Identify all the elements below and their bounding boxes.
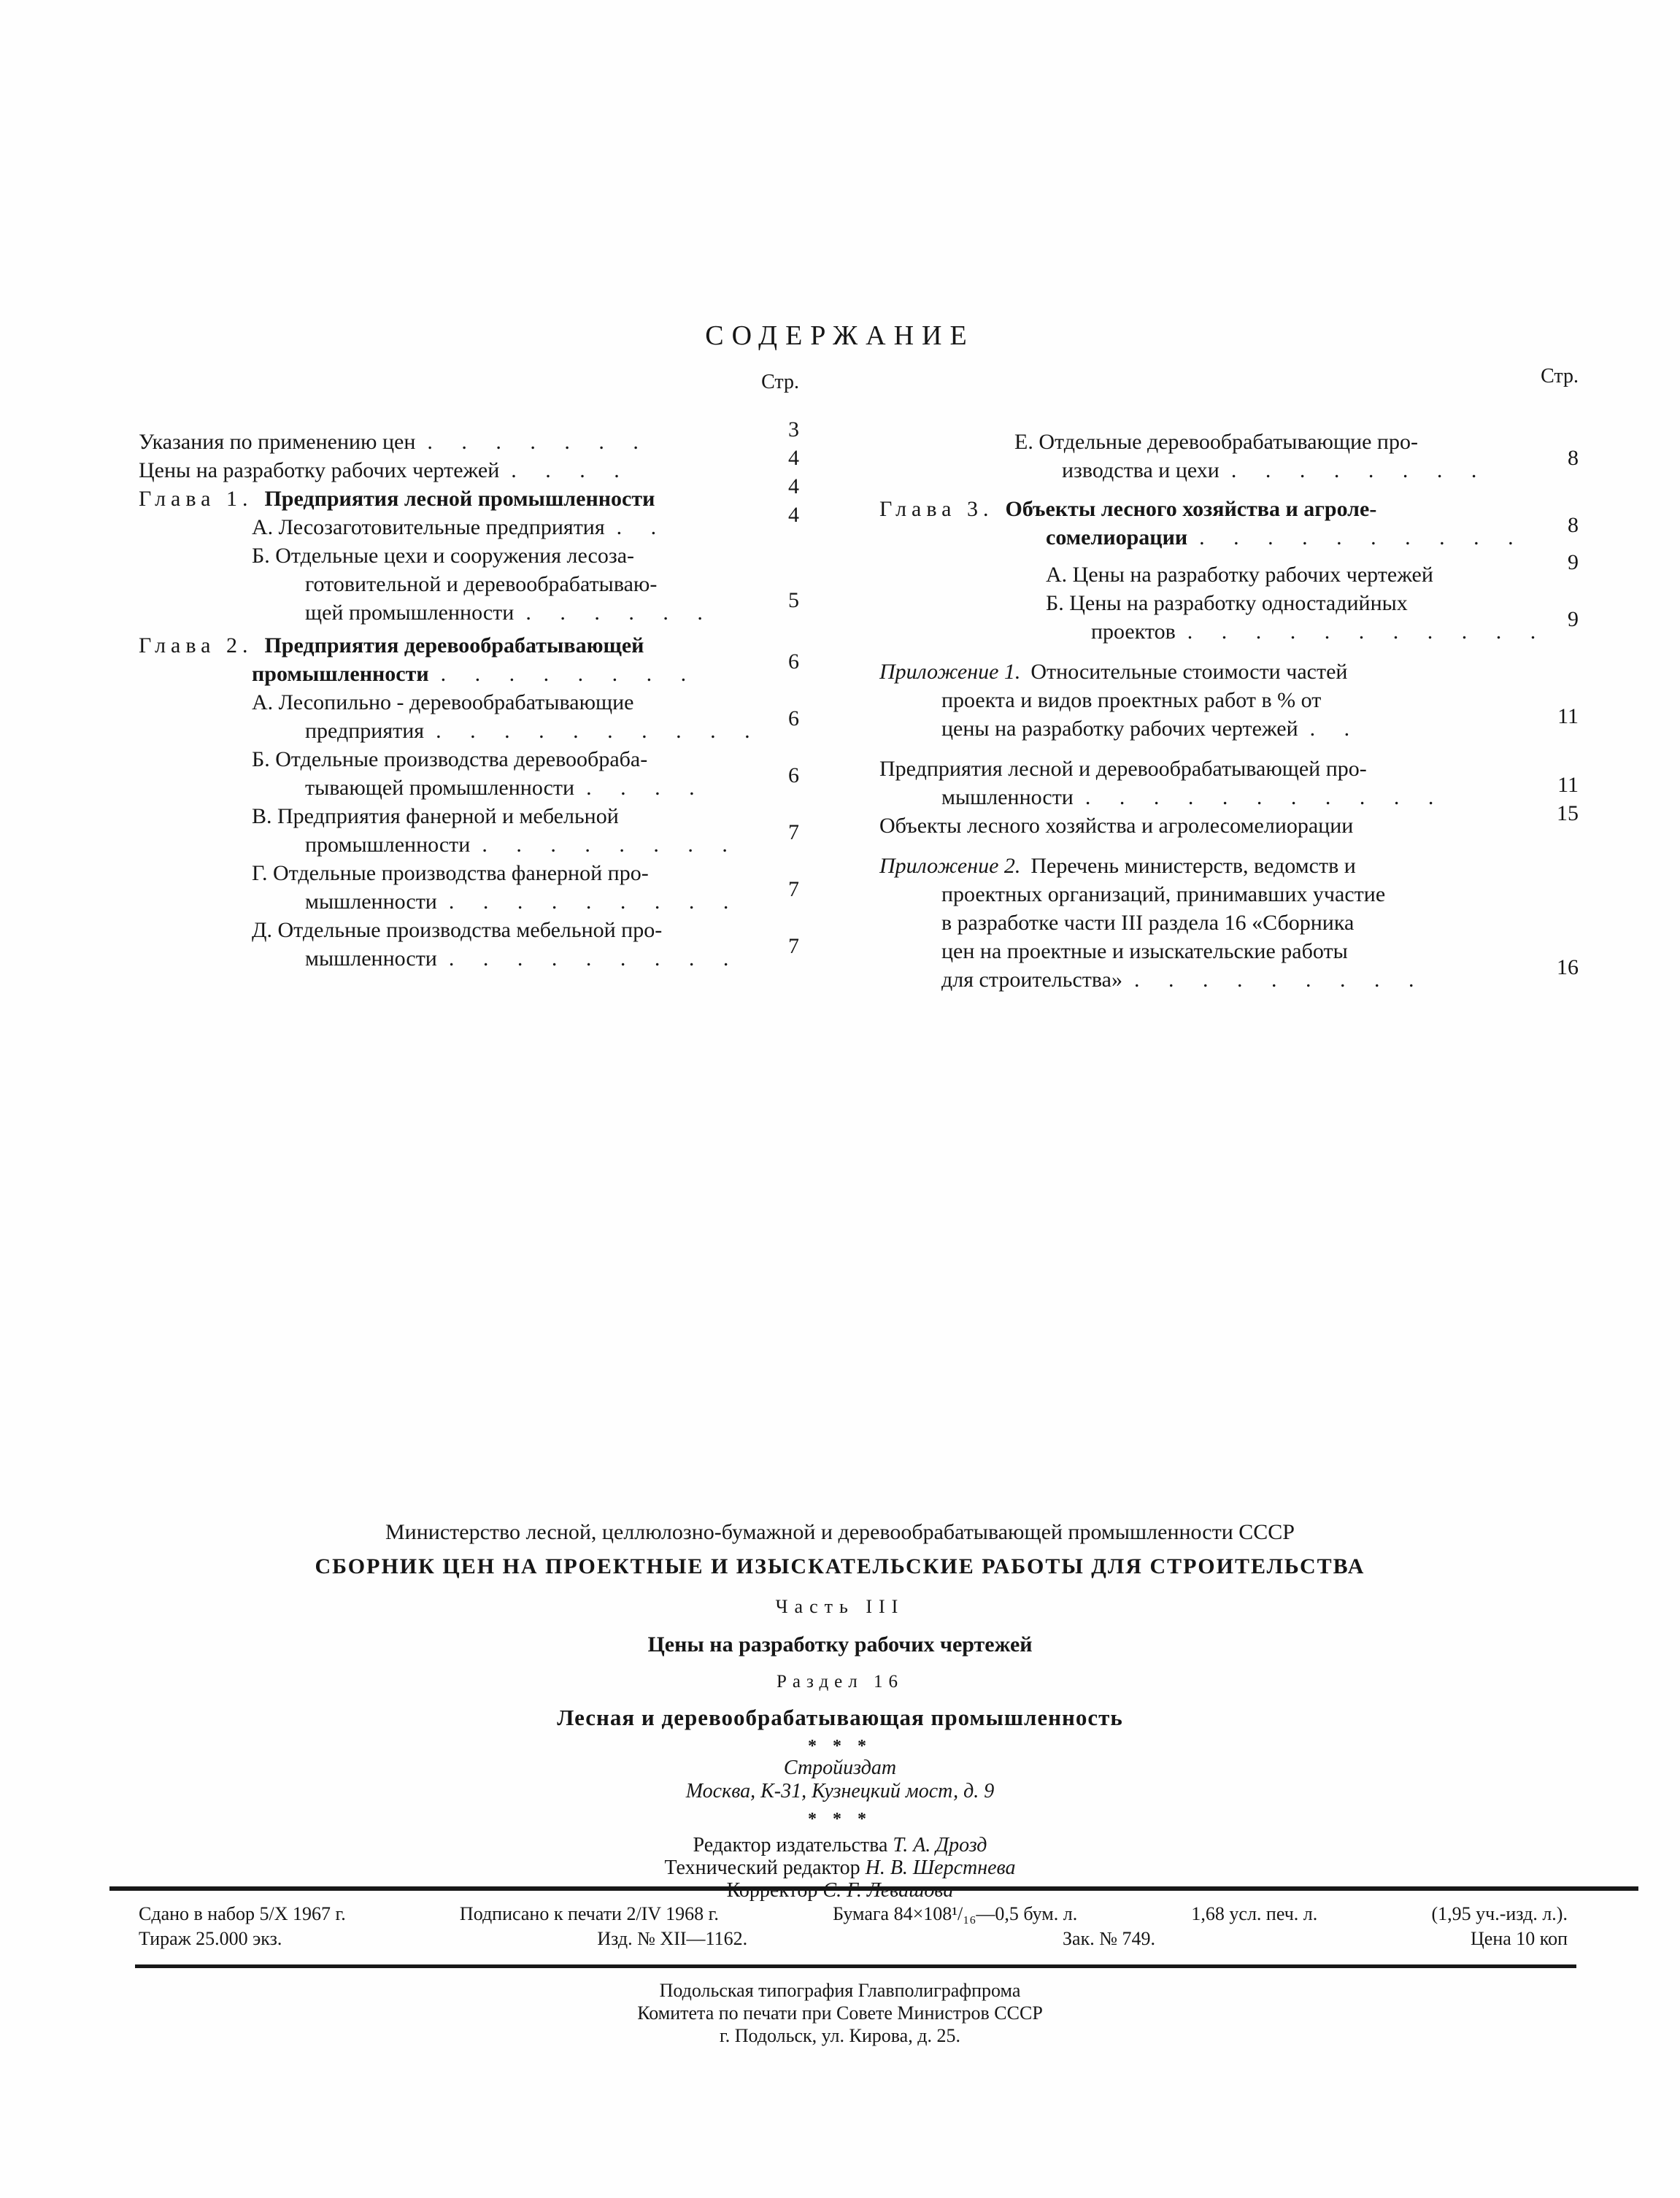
imprint-block: [0, 1520, 1680, 1902]
toc-entry-text: А. Цены на разработку рабочих чертежей: [1046, 563, 1433, 587]
toc-entry-line: [139, 763, 799, 802]
dot-leader: . . . . . . . . . .: [436, 719, 762, 743]
dot-leader: . . . . . . . .: [482, 833, 739, 857]
toc-entry-line: [879, 955, 1579, 994]
printer-committee: Комитета по печати при Совете Министров СССР: [637, 2002, 1043, 2024]
toc-entry-text: Перечень министерств, ведомств и: [1030, 854, 1356, 878]
toc-entry-text: промышленности: [252, 662, 429, 686]
toc-entry-text: цены на разработку рабочих чертежей: [941, 717, 1298, 741]
toc-entry-line: [879, 658, 1579, 686]
toc-entry-line: [879, 909, 1579, 937]
page-number: 11: [1557, 704, 1579, 728]
publisher-name: Стройиздат: [783, 1757, 897, 1779]
toc-entry-line: [879, 704, 1579, 743]
toc-entry-text: А. Лесопильно - деревообрабатывающие: [252, 690, 634, 714]
printer-address: г. Подольск, ул. Кирова, д. 25.: [720, 2025, 960, 2046]
toc-entry-line: [139, 877, 799, 916]
part-label: Часть III: [775, 1596, 905, 1617]
order-number: Зак. № 749.: [1063, 1928, 1156, 1949]
toc-entry-text: Цены на разработку рабочих чертежей: [139, 458, 500, 482]
toc-entry-line: [139, 745, 799, 774]
appendix-label: Приложение 1.: [879, 660, 1021, 684]
industry-title: Лесная и деревообрабатывающая промышленность: [557, 1705, 1123, 1730]
page-number: 16: [1557, 955, 1579, 979]
paper-format: Бумага 84×108¹/₁₆—0,5 бум. л.: [833, 1903, 1078, 1924]
dot-leader: . . . . . . . . . . .: [1084, 785, 1446, 809]
toc-entry-text: Е. Отдельные деревообрабатывающие про-: [1014, 430, 1418, 454]
toc-entry-text: цен на проектные и изыскательские работы: [941, 939, 1348, 963]
toc-entry-line: [879, 513, 1579, 552]
toc-entry-text: проекта и видов проектных работ в % от: [941, 688, 1322, 712]
toc-entry-text: промышленности: [305, 833, 471, 857]
toc-entry-line: [139, 802, 799, 830]
toc-entry-text: готовительной и деревообрабатываю-: [305, 572, 658, 596]
toc-entry-text: Объекты лесного хозяйства и агролесомелиорации: [879, 814, 1354, 838]
dot-leader: . . . . . . . . .: [448, 890, 741, 914]
divider-stars: * * *: [808, 1737, 872, 1756]
printer-block: [0, 1979, 1680, 2047]
toc-entry-text: тывающей промышленности: [305, 776, 575, 800]
toc-entry-line: [879, 446, 1579, 485]
editor-line: [0, 1856, 1680, 1879]
page-number: 5: [788, 588, 799, 612]
dot-leader: . . . . . . . . . . .: [1187, 620, 1548, 644]
chapter-label: Глава 3.: [879, 497, 994, 521]
colophon-row: [139, 1902, 1568, 1927]
toc-left-column: [139, 417, 799, 973]
editor-role: Технический редактор: [664, 1856, 860, 1879]
chapter-label: Глава 2.: [139, 633, 253, 658]
subtitle: Цены на разработку рабочих чертежей: [647, 1632, 1033, 1657]
section-label: Раздел 16: [777, 1672, 903, 1692]
toc-entry-text: Предприятия деревообрабатывающей: [264, 633, 644, 658]
toc-entry-line: [139, 503, 799, 541]
toc-entry-line: [139, 588, 799, 627]
publisher-address: Москва, К-31, Кузнецкий мост, д. 9: [685, 1780, 995, 1802]
series-title: СБОРНИК ЦЕН НА ПРОЕКТНЫЕ И ИЗЫСКАТЕЛЬСКИЕ РАБОТЫ ДЛЯ СТРОИТЕЛЬСТВА: [315, 1554, 1365, 1578]
page-number: 8: [1568, 446, 1579, 470]
toc-entry-text: проектов: [1091, 620, 1176, 644]
dot-leader: . .: [616, 515, 668, 539]
toc-entry-text: Б. Цены на разработку одностадийных: [1046, 591, 1408, 615]
page-number: 4: [788, 446, 799, 470]
toc-entry-line: [879, 852, 1579, 880]
dot-leader: . . . . . .: [525, 601, 714, 625]
page-number: 6: [788, 649, 799, 674]
toc-entry-line: [879, 880, 1579, 909]
toc-entry-line: [139, 916, 799, 944]
toc-entry-text: В. Предприятия фанерной и мебельной: [252, 804, 619, 828]
toc-entry-text: Б. Отдельные производства деревообраба-: [252, 747, 648, 771]
publishing-sheets: (1,95 уч.-изд. л.).: [1431, 1903, 1568, 1924]
editor-name: Т. А. Дрозд: [893, 1834, 987, 1856]
colophon: [139, 1902, 1568, 1951]
toc-entry-text: мышленности: [305, 890, 437, 914]
colophon-row: [139, 1927, 1568, 1951]
toc-entry-line: [879, 773, 1579, 811]
print-sheets: 1,68 усл. печ. л.: [1191, 1903, 1318, 1924]
chapter-label: Глава 1.: [139, 487, 253, 511]
toc-entry-line: [139, 934, 799, 973]
dot-leader: . . . . . . . . .: [448, 946, 741, 971]
page-number: 15: [1557, 801, 1579, 825]
toc-entry-text: для строительства»: [941, 968, 1122, 992]
page-number: 6: [788, 763, 799, 787]
toc-entry-line: [139, 446, 799, 485]
typeset-date: Сдано в набор 5/X 1967 г.: [139, 1903, 346, 1924]
toc-entry-line: [879, 686, 1579, 714]
editors-block: [0, 1834, 1680, 1902]
toc-entry-line: [139, 649, 799, 688]
toc-entry-text: Г. Отдельные производства фанерной про-: [252, 861, 649, 885]
toc-entry-line: [139, 706, 799, 745]
toc-entry-line: [139, 417, 799, 456]
toc-entry-line: [879, 755, 1579, 783]
toc-entry-line: [139, 541, 799, 570]
page-number: 7: [788, 877, 799, 901]
divider-stars: * * *: [808, 1810, 872, 1829]
toc-entry-text: Объекты лесного хозяйства и агроле-: [1005, 497, 1377, 521]
toc-entry-line: [139, 474, 799, 513]
dot-leader: . . . .: [511, 458, 631, 482]
toc-entry-line: [139, 631, 799, 660]
toc-entry-text: Предприятия лесной и деревообрабатывающей про-: [879, 757, 1367, 781]
page-number: 9: [1568, 550, 1579, 574]
dot-leader: . . . . . . . . . .: [1199, 525, 1525, 550]
page-number: 6: [788, 706, 799, 730]
dot-leader: . .: [1309, 717, 1362, 741]
toc-entry-text: предприятия: [305, 719, 425, 743]
dot-leader: . . . .: [586, 776, 706, 800]
editor-line: [0, 1834, 1680, 1856]
toc-entry-line: [139, 570, 799, 598]
toc-entry-line: [879, 495, 1579, 523]
page-number: 7: [788, 820, 799, 844]
page-column-header-left: Стр.: [761, 371, 799, 393]
page-title: СОДЕРЖАНИЕ: [705, 320, 975, 351]
toc-entry-line: [879, 607, 1579, 646]
toc-entry-line: [879, 801, 1579, 840]
page-column-header-right: Стр.: [1541, 365, 1579, 387]
toc-entry-text: мышленности: [305, 946, 437, 971]
page-number: 4: [788, 474, 799, 498]
toc-entry-line: [139, 688, 799, 717]
toc-entry-text: А. Лесозаготовительные предприятия: [252, 515, 605, 539]
ministry-line: Министерство лесной, целлюлозно-бумажной и деревообрабатывающей промышленности СССР: [385, 1520, 1295, 1544]
dot-leader: . . . . . . .: [427, 430, 650, 454]
toc-right-column: [879, 428, 1579, 994]
dot-leader: . . . . . . . .: [440, 662, 698, 686]
price: Цена 10 коп: [1471, 1928, 1568, 1949]
appendix-label: Приложение 2.: [879, 854, 1021, 878]
page-number: 8: [1568, 513, 1579, 537]
toc-entry-line: [139, 859, 799, 887]
toc-entry-text: щей промышленности: [305, 601, 515, 625]
print-date: Подписано к печати 2/IV 1968 г.: [459, 1903, 719, 1924]
page-number: 9: [1568, 607, 1579, 631]
page-number: 3: [788, 417, 799, 441]
toc-entry-text: изводства и цехи: [1062, 458, 1219, 482]
horizontal-rule-top: [109, 1886, 1638, 1891]
toc-entry-text: мышленности: [941, 785, 1074, 809]
toc-entry-line: [139, 820, 799, 859]
page-number: 4: [788, 503, 799, 527]
toc-entry-text: сомелиорации: [1046, 525, 1188, 550]
page-number: 7: [788, 934, 799, 958]
toc-entry-text: в разработке части III раздела 16 «Сборника: [941, 911, 1355, 935]
printer-name: Подольская типография Главполиграфпрома: [659, 1980, 1021, 2001]
editor-name: Н. В. Шерстнева: [865, 1856, 1016, 1879]
toc-entry-text: Относительные стоимости частей: [1030, 660, 1348, 684]
toc-entry-line: [879, 550, 1579, 589]
toc-entry-line: [879, 937, 1579, 965]
toc-entry-text: проектных организаций, принимавших участие: [941, 882, 1386, 906]
dot-leader: . . . . . . . .: [1230, 458, 1489, 482]
print-run: Тираж 25.000 экз.: [139, 1928, 282, 1949]
edition-number: Изд. № XII—1162.: [597, 1928, 748, 1949]
toc-entry-text: Указания по применению цен: [139, 430, 416, 454]
toc-entry-text: Предприятия лесной промышленности: [264, 487, 655, 511]
toc-entry-text: Д. Отдельные производства мебельной про-: [252, 918, 663, 942]
toc-entry-text: Б. Отдельные цехи и сооружения лесоза-: [252, 544, 635, 568]
toc-entry-line: [879, 589, 1579, 617]
editor-role: Редактор издательства: [693, 1834, 888, 1856]
page-number: 11: [1557, 773, 1579, 797]
dot-leader: . . . . . . . . .: [1133, 968, 1426, 992]
horizontal-rule-bottom: [135, 1964, 1576, 1968]
toc-entry-line: [879, 428, 1579, 456]
